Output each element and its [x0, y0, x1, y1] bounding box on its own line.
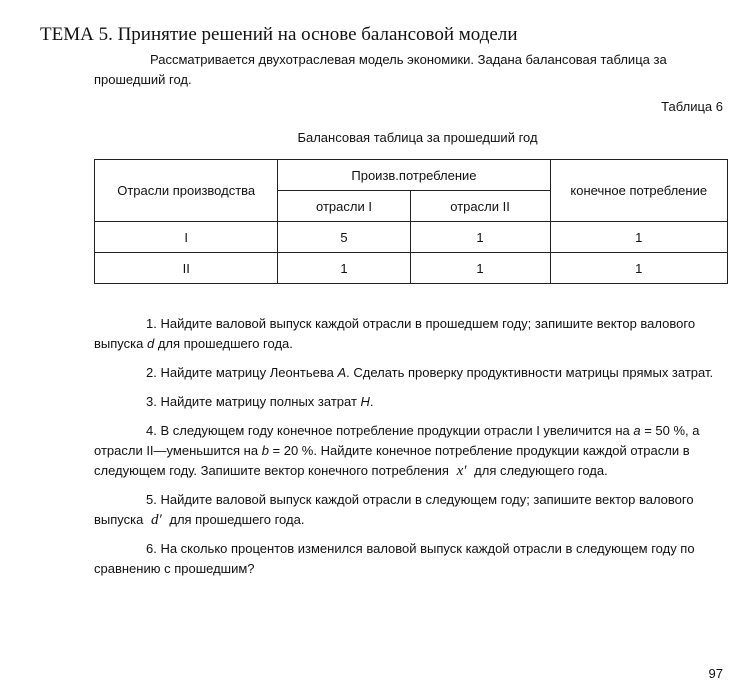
table-caption: Балансовая таблица за прошедший год	[297, 130, 538, 145]
task-3: 3. Найдите матрицу полных затрат H.	[146, 394, 374, 409]
task-1: 1. Найдите валовой выпуск каждой отрасли в прошедшем году; запишите вектор валового выпуска d для прошедшего года.	[94, 316, 696, 351]
task-4: 4. В следующем году конечное потребление продукции отрасли I увеличится на a = 50 %, а отрасли II—уменьшится на b = 20 %. Найдите конечное потребление продукции каждой отрасли в следующем году. Запишите вектор конечного потребления x′ для следующего года.	[94, 423, 700, 479]
row-value-1: 1	[278, 253, 410, 284]
table-row	[95, 222, 728, 253]
task-6: 6. На сколько процентов изменился валовой выпуск каждой отрасли в следующем году по сравнению с прошедшим?	[94, 541, 695, 576]
header-sectors: Отрасли производства	[95, 160, 278, 222]
header-intermediate: Произв.потребление	[278, 160, 550, 191]
row-value-1: 5	[278, 222, 410, 253]
page-title: ТЕМА 5. Принятие решений на основе балансовой модели	[40, 24, 518, 45]
table-row	[95, 253, 728, 284]
row-sector: I	[95, 222, 278, 253]
intro-paragraph: Рассматривается двухотраслевая модель экономики. Задана балансовая таблица за прошедший год.	[94, 52, 667, 87]
task-list	[94, 314, 721, 588]
row-value-2: 1	[410, 253, 550, 284]
header-final: конечное потребление	[550, 160, 727, 222]
symbol-d-prime: d′	[150, 512, 162, 528]
symbol-x-prime: x′	[456, 463, 467, 479]
var-a-lower: a	[633, 423, 641, 438]
row-final: 1	[550, 222, 727, 253]
task-2: 2. Найдите матрицу Леонтьева A. Сделать проверку продуктивности матрицы прямых затрат.	[146, 365, 714, 380]
subheader-sector-2: отрасли II	[410, 191, 550, 222]
subheader-sector-1: отрасли I	[278, 191, 410, 222]
page-number: 97	[708, 666, 723, 681]
var-b: b	[261, 443, 269, 458]
task-5: 5. Найдите валовой выпуск каждой отрасли в следующем году; запишите вектор валового выпуска d′ для прошедшего года.	[94, 492, 694, 528]
var-a: A	[337, 365, 347, 380]
row-final: 1	[550, 253, 727, 284]
balance-table	[94, 159, 728, 284]
var-h: H	[360, 394, 370, 409]
table-number: Таблица 6	[661, 99, 723, 114]
row-value-2: 1	[410, 222, 550, 253]
row-sector: II	[95, 253, 278, 284]
table-header-row	[95, 160, 728, 191]
var-d: d	[146, 336, 155, 351]
